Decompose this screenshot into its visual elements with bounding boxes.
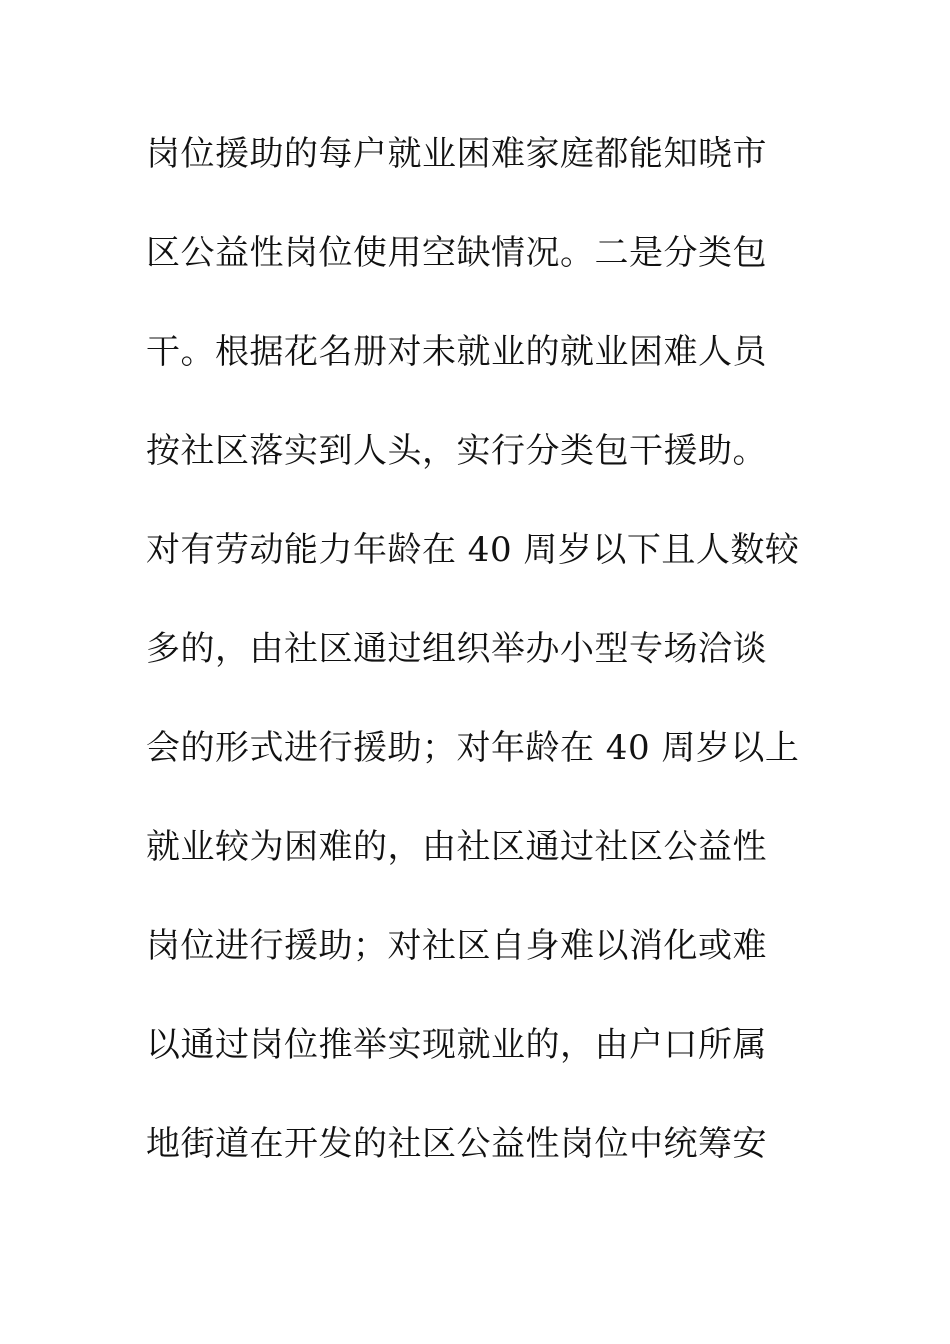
text-line-5: 对有劳动能力年龄在 40 周岁以下且人数较 xyxy=(146,530,800,570)
text-line-1: 岗位援助的每户就业困难家庭都能知晓市 xyxy=(146,134,767,174)
text-line-8: 就业较为困难的，由社区通过社区公益性 xyxy=(146,827,767,867)
text-line-4: 按社区落实到人头，实行分类包干援助。 xyxy=(146,431,767,471)
text-line-10: 以通过岗位推举实现就业的，由户口所属 xyxy=(146,1025,767,1065)
text-line-7: 会的形式进行援助；对年龄在 40 周岁以上 xyxy=(146,728,800,768)
body-text xyxy=(146,126,826,1215)
text-line-6: 多的，由社区通过组织举办小型专场洽谈 xyxy=(146,629,767,669)
text-line-11: 地街道在开发的社区公益性岗位中统筹安 xyxy=(146,1124,767,1164)
text-line-2: 区公益性岗位使用空缺情况。二是分类包 xyxy=(146,233,767,273)
text-line-9: 岗位进行援助；对社区自身难以消化或难 xyxy=(146,926,767,966)
text-line-3: 干。根据花名册对未就业的就业困难人员 xyxy=(146,332,767,372)
